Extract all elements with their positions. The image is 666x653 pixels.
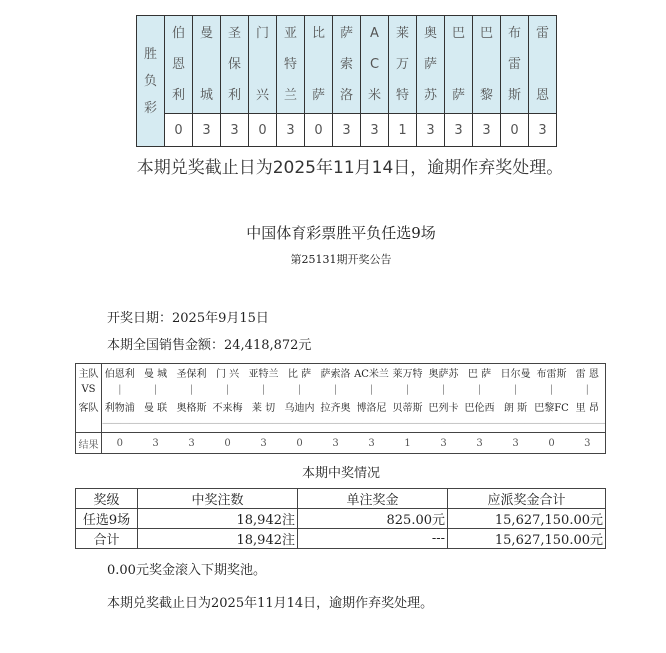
team-header: 圣 保 利 bbox=[221, 16, 249, 114]
deadline-note: 本期兑奖截止日为2025年11月14日，逾期作弃奖处理。 bbox=[107, 596, 434, 611]
home-team: 奥萨苏 bbox=[428, 369, 459, 380]
dash-divider: ———— bbox=[389, 418, 426, 429]
vs-divider: | bbox=[153, 384, 158, 395]
result-label: 结果 bbox=[76, 433, 102, 454]
dash-divider: ———— bbox=[461, 418, 498, 429]
match-result: 3 bbox=[246, 433, 282, 454]
away-team: 不来梅 bbox=[212, 403, 243, 414]
match-result: 3 bbox=[498, 433, 534, 454]
home-team: AC米兰 bbox=[354, 369, 389, 380]
team-header: 门 兴 bbox=[249, 16, 277, 114]
away-team: 拉齐奥 bbox=[320, 403, 351, 414]
home-team: 圣保利 bbox=[176, 369, 207, 380]
vs-divider: | bbox=[369, 384, 374, 395]
away-team: 利物浦 bbox=[104, 403, 135, 414]
dash-divider: ———— bbox=[533, 418, 570, 429]
vs-divider: | bbox=[405, 384, 410, 395]
team-header: 巴 萨 bbox=[445, 16, 473, 114]
result-value: 3 bbox=[417, 114, 445, 147]
result-value: 0 bbox=[305, 114, 333, 147]
home-team: 布雷斯 bbox=[536, 369, 567, 380]
result-value: 3 bbox=[277, 114, 305, 147]
results-table bbox=[136, 15, 557, 147]
team-header: 比 萨 bbox=[305, 16, 333, 114]
sales-amount: 本期全国销售金额：24,418,872元 bbox=[107, 338, 312, 353]
prize-table bbox=[75, 488, 606, 549]
dash-divider: ———— bbox=[569, 418, 606, 429]
team-header: 伯 恩 利 bbox=[165, 16, 193, 114]
prize-header-cell: 应派奖金合计 bbox=[448, 489, 606, 509]
dash-divider: ———— bbox=[281, 418, 318, 429]
vs-divider: | bbox=[333, 384, 338, 395]
dash-divider: ———— bbox=[173, 418, 210, 429]
home-team: 曼 城 bbox=[143, 369, 168, 380]
result-value: 3 bbox=[333, 114, 361, 147]
result-value: 3 bbox=[361, 114, 389, 147]
rollover-note: 0.00元奖金滚入下期奖池。 bbox=[107, 563, 266, 578]
team-header: 萨 索 洛 bbox=[333, 16, 361, 114]
away-team: 朗 斯 bbox=[503, 403, 528, 414]
match-result: 3 bbox=[570, 433, 606, 454]
home-team: 巴 萨 bbox=[467, 369, 492, 380]
away-team: 巴列卡 bbox=[428, 403, 459, 414]
draw-date: 开奖日期：2025年9月15日 bbox=[107, 311, 269, 326]
away-team: 博洛尼 bbox=[356, 403, 387, 414]
team-header: 巴 黎 bbox=[473, 16, 501, 114]
match-table bbox=[75, 363, 606, 454]
deadline-caption: 本期兑奖截止日为2025年11月14日，逾期作弃奖处理。 bbox=[136, 158, 564, 178]
prize-cell: 15,627,150.00元 bbox=[448, 529, 606, 549]
vs-divider: | bbox=[513, 384, 518, 395]
prize-cell: 18,942注 bbox=[138, 529, 298, 549]
away-label: 客队 bbox=[76, 398, 102, 415]
result-value: 0 bbox=[501, 114, 529, 147]
away-team: 乌迪内 bbox=[284, 403, 315, 414]
away-team: 奥格斯 bbox=[176, 403, 207, 414]
vs-divider: | bbox=[585, 384, 589, 395]
dash-divider: ———— bbox=[425, 418, 462, 429]
prize-header-row bbox=[76, 489, 606, 509]
team-header: 曼 城 bbox=[193, 16, 221, 114]
vs-divider: | bbox=[477, 384, 482, 395]
prize-row bbox=[76, 509, 606, 529]
dash-divider: ———— bbox=[497, 418, 534, 429]
lottery-label: 胜负彩 bbox=[143, 46, 157, 116]
prize-cell: 任选9场 bbox=[76, 509, 138, 529]
dash-divider: ———— bbox=[209, 418, 246, 429]
home-team: 伯恩利 bbox=[104, 369, 135, 380]
match-result: 3 bbox=[426, 433, 462, 454]
vs-divider: | bbox=[225, 384, 230, 395]
team-header: 奥 萨 苏 bbox=[417, 16, 445, 114]
notice-subtitle: 第25131期开奖公告 bbox=[290, 253, 392, 266]
prize-cell: 15,627,150.00元 bbox=[448, 509, 606, 529]
team-header: 亚 特 兰 bbox=[277, 16, 305, 114]
prize-heading: 本期中奖情况 bbox=[301, 466, 380, 481]
result-value: 3 bbox=[193, 114, 221, 147]
match-result: 0 bbox=[210, 433, 246, 454]
vs-divider: | bbox=[549, 384, 554, 395]
prize-header-cell: 奖级 bbox=[76, 489, 138, 509]
prize-header-cell: 单注奖金 bbox=[298, 489, 448, 509]
prize-cell: 合计 bbox=[76, 529, 138, 549]
result-value: 0 bbox=[165, 114, 193, 147]
vs-divider: | bbox=[261, 384, 266, 395]
match-result: 3 bbox=[462, 433, 498, 454]
away-team: 贝蒂斯 bbox=[392, 403, 423, 414]
result-value: 0 bbox=[249, 114, 277, 147]
vs-divider: | bbox=[441, 384, 446, 395]
home-team: 日尔曼 bbox=[500, 369, 531, 380]
away-team: 莱 切 bbox=[251, 403, 276, 414]
home-team: 雷 恩 bbox=[575, 369, 599, 380]
match-result: 3 bbox=[138, 433, 174, 454]
home-team: 门 兴 bbox=[215, 369, 240, 380]
dash-divider: ———— bbox=[137, 418, 174, 429]
result-value: 1 bbox=[389, 114, 417, 147]
away-team: 巴伦西 bbox=[464, 403, 495, 414]
prize-header-cell: 中奖注数 bbox=[138, 489, 298, 509]
team-header: 莱 万 特 bbox=[389, 16, 417, 114]
match-result: 0 bbox=[282, 433, 318, 454]
vs-label: VS bbox=[76, 381, 102, 398]
match-result: 3 bbox=[354, 433, 390, 454]
notice-title: 中国体育彩票胜平负任选9场 bbox=[246, 224, 436, 242]
team-header: 布 雷 斯 bbox=[501, 16, 529, 114]
home-label: 主队 bbox=[76, 364, 102, 382]
vs-divider: | bbox=[189, 384, 194, 395]
home-team: 亚特兰 bbox=[248, 369, 279, 380]
match-result: 1 bbox=[390, 433, 426, 454]
dash-divider: ———— bbox=[353, 418, 390, 429]
match-result: 0 bbox=[102, 433, 138, 454]
lottery-label-cell bbox=[137, 16, 165, 147]
prize-cell: 825.00元 bbox=[298, 509, 448, 529]
dash-label-cell bbox=[76, 415, 102, 433]
match-result: 3 bbox=[318, 433, 354, 454]
home-team: 比 萨 bbox=[287, 369, 312, 380]
prize-total-row bbox=[76, 529, 606, 549]
team-header: 雷 恩 bbox=[529, 16, 557, 114]
away-team: 里 昂 bbox=[575, 403, 599, 414]
dash-divider: ———— bbox=[317, 418, 354, 429]
result-value: 3 bbox=[445, 114, 473, 147]
prize-cell: --- bbox=[298, 529, 448, 549]
team-header: A C 米 bbox=[361, 16, 389, 114]
result-value: 3 bbox=[221, 114, 249, 147]
result-value: 3 bbox=[473, 114, 501, 147]
home-team: 莱万特 bbox=[392, 369, 423, 380]
away-team: 巴黎FC bbox=[534, 403, 569, 414]
match-result: 0 bbox=[534, 433, 570, 454]
prize-cell: 18,942注 bbox=[138, 509, 298, 529]
vs-divider: | bbox=[118, 384, 122, 395]
away-team: 曼 联 bbox=[143, 403, 168, 414]
vs-divider: | bbox=[297, 384, 302, 395]
match-result: 3 bbox=[174, 433, 210, 454]
dash-divider: ———— bbox=[102, 418, 138, 429]
home-team: 萨索洛 bbox=[320, 369, 351, 380]
result-value: 3 bbox=[529, 114, 557, 147]
dash-divider: ———— bbox=[245, 418, 282, 429]
